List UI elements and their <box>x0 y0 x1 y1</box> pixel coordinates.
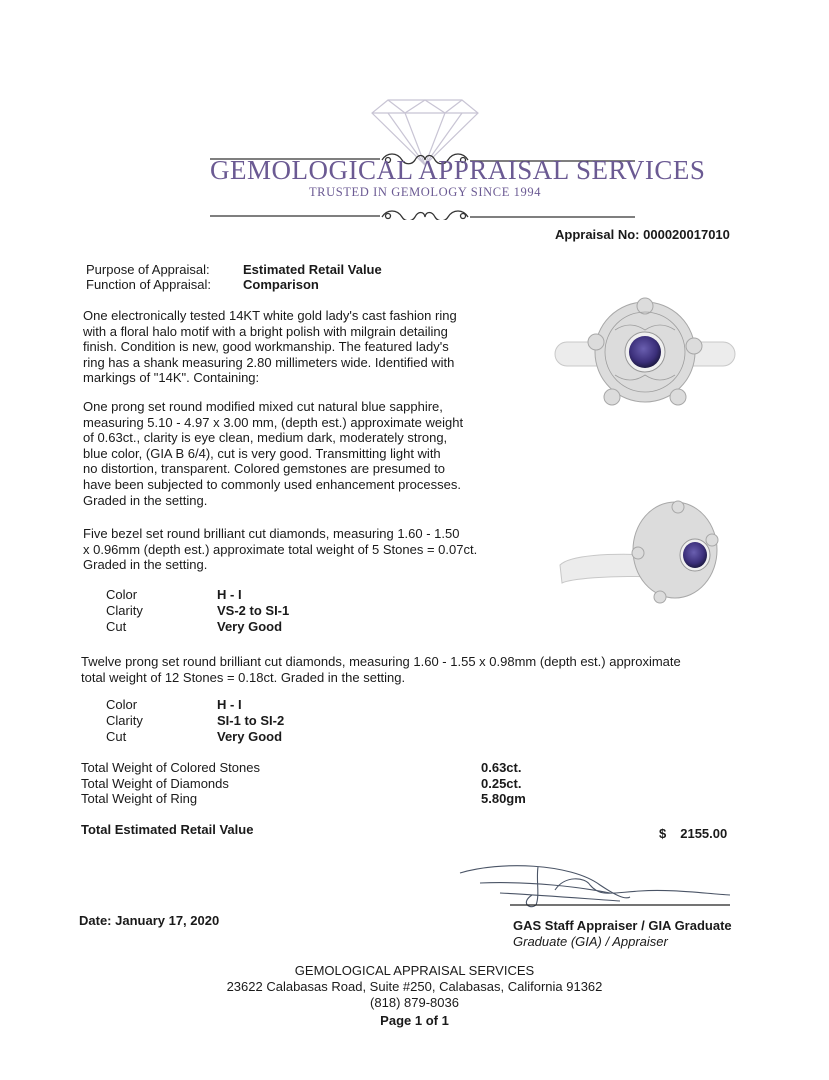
total-retail-label: Total Estimated Retail Value <box>81 822 254 837</box>
page-number: Page 1 of 1 <box>380 1013 449 1028</box>
appraisal-number: Appraisal No: 000020017010 <box>555 227 730 242</box>
ring-side-photo <box>550 495 740 615</box>
company-name: GEMOLOGICAL APPRAISAL SERVICES <box>210 155 706 185</box>
appraiser-title: GAS Staff Appraiser / GIA Graduate <box>513 918 732 933</box>
appraisal-date: Date: January 17, 2020 <box>79 913 220 928</box>
ring-front-photo <box>550 290 740 420</box>
purpose-label: Purpose of Appraisal: <box>86 262 210 277</box>
purpose-value: Estimated Retail Value <box>243 262 382 277</box>
function-value: Comparison <box>243 277 319 292</box>
function-row <box>86 277 319 292</box>
company-tagline: TRUSTED IN GEMOLOGY SINCE 1994 <box>308 185 542 199</box>
footer-company: GEMOLOGICAL APPRAISAL SERVICES <box>294 963 535 978</box>
total-retail-value: $ 2155.00 <box>659 826 728 841</box>
ring-description: One electronically tested 14KT white gold lady's cast fashion ring with a floral halo motif with a bright polish with milgrain detailing finish. Condition is new, good workmanship. The featured lady's ring has a shank measuring 2.80 millimeters wide. Identified with markings of "14K". Containing: <box>83 308 457 386</box>
function-label: Function of Appraisal: <box>86 277 212 292</box>
signature <box>440 855 740 920</box>
sapphire-description: One prong set round modified mixed cut natural blue sapphire, measuring 5.10 - 4.97 x 3.00 mm, (depth est.) approximate weight of 0.63ct., clarity is eye clean, medium dark, moderately strong, blue color, (GIA B 6/4), cut is very good. Transmitting light with no distortion, transparent. Colored gemstones are presumed to have been subjected to commonly used enhancement processes. Graded in the setting. <box>83 399 464 508</box>
appraiser-subtitle: Graduate (GIA) / Appraiser <box>513 934 668 949</box>
purpose-row <box>86 262 382 277</box>
prong-grades: Color H - I Clarity SI-1 to SI-2 Cut Very Good <box>106 697 285 744</box>
weight-totals: Total Weight of Colored Stones 0.63ct. Total Weight of Diamonds 0.25ct. Total Weight of Ring 5.80gm <box>81 760 526 807</box>
prong-diamonds-description: Twelve prong set round brilliant cut diamonds, measuring 1.60 - 1.55 x 0.98mm (depth est.) approximate total weight of 12 Stones = 0.18ct. Graded in the setting. <box>81 654 681 685</box>
bezel-diamonds-description: Five bezel set round brilliant cut diamonds, measuring 1.60 - 1.50 x 0.96mm (depth est.) approximate total weight of 5 Stones = 0.07ct. Graded in the setting. <box>83 526 478 573</box>
footer-address: 23622 Calabasas Road, Suite #250, Calabasas, California 91362 <box>226 979 603 994</box>
footer <box>0 963 829 1029</box>
bezel-grades: Color H - I Clarity VS-2 to SI-1 Cut Very Good <box>106 587 290 634</box>
footer-phone: (818) 879-8036 <box>370 995 459 1010</box>
